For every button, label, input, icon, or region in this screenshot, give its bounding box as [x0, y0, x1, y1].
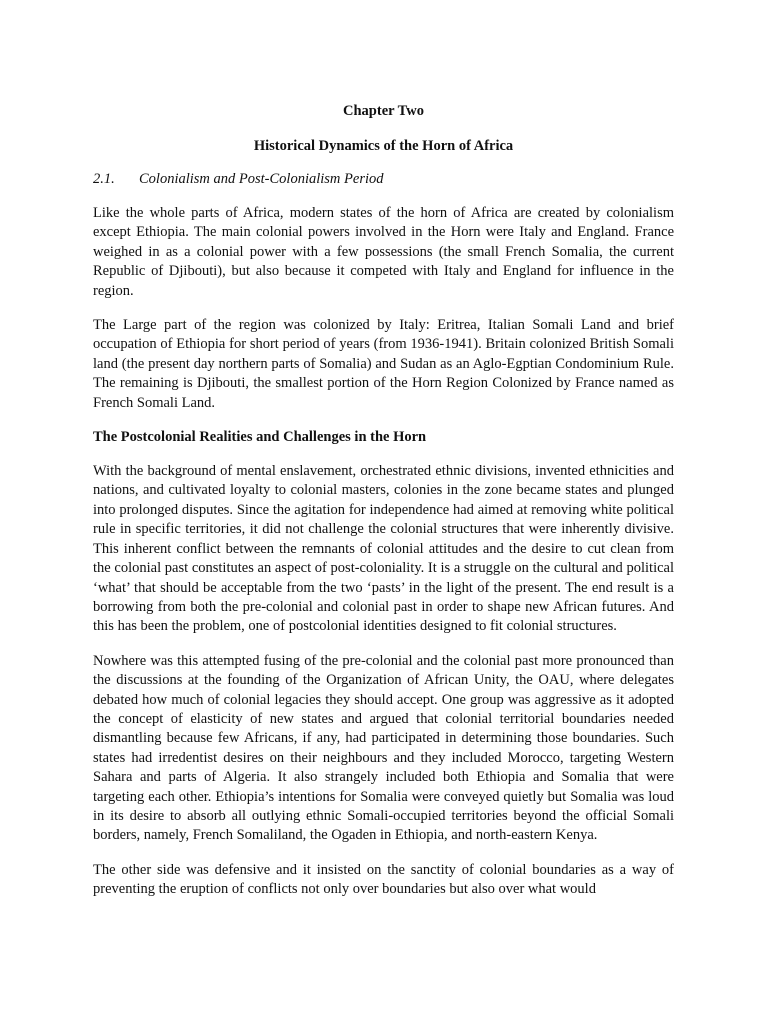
paragraph: Nowhere was this attempted fusing of the pre-colonial and the colonial past more pronounced than the discussions at the founding of the Organization of African Unity, the OAU, where delegates debated how much of colonial legacies they should accept. One group was aggressive as it adopted the concept of elasticity of new states and argued that colonial territorial boundaries needed dismantling because few Africans, if any, had participated in determining those boundaries. Such states had irredentist desires on their neighbours and they included Morocco, targeting Western Sahara and parts of Algeria. It also strangely included both Ethiopia and Somalia that were targeting each other. Ethiopia’s intentions for Somalia were conveyed quietly but Somalia was loud in its desire to absorb all outlying ethnic Somali-occupied territories beyond the official Somali borders, namely, French Somaliland, the Ogaden in Ethiopia, and north-eastern Kenya.: [93, 652, 674, 844]
chapter-title: Historical Dynamics of the Horn of Africa: [253, 138, 514, 154]
chapter-heading: Chapter Two: [343, 103, 424, 119]
paragraph: The other side was defensive and it insisted on the sanctity of colonial boundaries as a way of preventing the eruption of conflicts not only over boundaries but also over what would: [93, 861, 674, 898]
document-page: [93, 102, 674, 915]
section-number: 2.1.: [93, 171, 115, 187]
section-title: Colonialism and Post-Colonialism Period: [139, 171, 384, 187]
paragraph: The Large part of the region was colonized by Italy: Eritrea, Italian Somali Land and brief occupation of Ethiopia for short period of years (from 1936-1941). Britain colonized British Somali land (the present day northern parts of Somalia) and Sudan as an Aglo-Egptian Condominium Rule. The remaining is Djibouti, the smallest portion of the Horn Region Colonized by France named as French Somali Land.: [93, 317, 674, 411]
paragraph: With the background of mental enslavement, orchestrated ethnic divisions, invented ethnicities and nations, and cultivated loyalty to colonial masters, colonies in the zone became states and plunged into prolonged disputes. Since the agitation for independence had aimed at removing white political rule in specific territories, it did not challenge the colonial structures that were inherently divisive. This inherent conflict between the remnants of colonial attitudes and the desire to cut clean from the colonial past constitutes an aspect of post-coloniality. It is a struggle on the cultural and political ‘what’ that should be acceptable from the two ‘pasts’ in the light of the present. The end result is a borrowing from both the pre-colonial and colonial past in order to shape new African futures. And this has been the problem, one of postcolonial identities designed to fit colonial structures.: [93, 463, 674, 635]
paragraph: Like the whole parts of Africa, modern states of the horn of Africa are created by colonialism except Ethiopia. The main colonial powers involved in the Horn were Italy and England. France weighed in as a colonial power with a few possessions (the small French Somalia, the current Republic of Djibouti), but also because it competed with Italy and England for influence in the region.: [93, 205, 674, 299]
subheading: The Postcolonial Realities and Challenges in the Horn: [93, 429, 427, 446]
section-heading: [93, 170, 674, 189]
